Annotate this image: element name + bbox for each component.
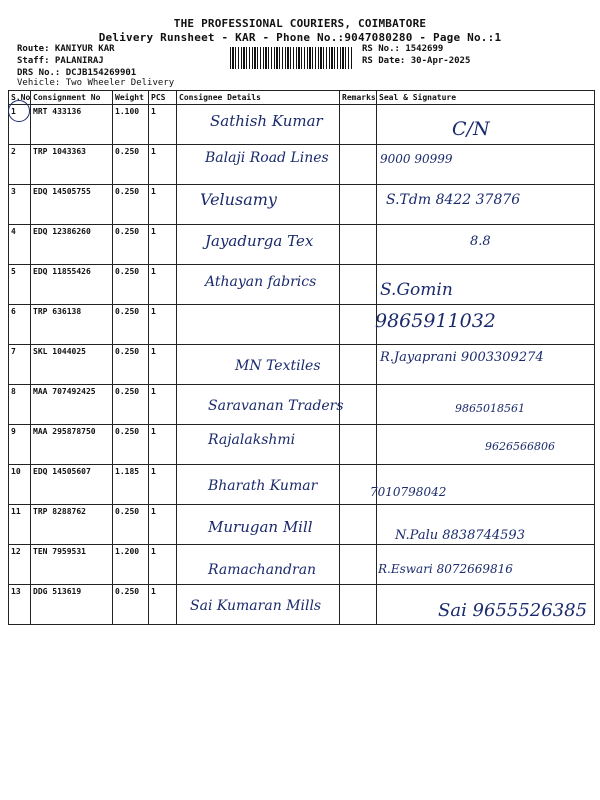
- row-sno: 12: [9, 545, 31, 585]
- row-sno: 11: [9, 505, 31, 545]
- row-remarks: [340, 305, 377, 345]
- handwritten-signature: N.Palu 8838744593: [395, 528, 525, 543]
- row-pcs: 1: [149, 385, 177, 425]
- row-weight: 0.250: [113, 425, 149, 465]
- handwritten-consignee: MN Textiles: [235, 358, 321, 374]
- barcode-image: [230, 47, 352, 69]
- row-pcs: 1: [149, 225, 177, 265]
- table-header: [9, 91, 595, 105]
- vehicle-label: Vehicle: Two Wheeler Delivery: [17, 78, 175, 88]
- row-weight: 0.250: [113, 585, 149, 625]
- handwritten-signature: R.Jayaprani 9003309274: [380, 350, 544, 365]
- row-sno: 8: [9, 385, 31, 425]
- row-pcs: 1: [149, 265, 177, 305]
- row-remarks: [340, 585, 377, 625]
- handwritten-signature: 7010798042: [370, 485, 447, 499]
- row-pcs: 1: [149, 345, 177, 385]
- row-sno: 6: [9, 305, 31, 345]
- row-sno: 9: [9, 425, 31, 465]
- row-consignment-no: MRT 433136: [31, 105, 113, 145]
- row-weight: 0.250: [113, 385, 149, 425]
- row-weight: 0.250: [113, 185, 149, 225]
- handwritten-consignee: Balaji Road Lines: [205, 150, 329, 166]
- handwritten-consignee: Jayadurga Tex: [205, 232, 314, 250]
- staff-label: Staff: PALANIRAJ: [17, 56, 104, 66]
- row-pcs: 1: [149, 585, 177, 625]
- company-title: THE PROFESSIONAL COURIERS, COIMBATORE: [173, 17, 427, 30]
- row-remarks: [340, 105, 377, 145]
- row-remarks: [340, 425, 377, 465]
- row-consignee: [177, 305, 340, 345]
- row-sno: 1: [9, 105, 31, 145]
- rs-no-label: RS No.: 1542699: [362, 44, 444, 54]
- col-sno: S.No: [9, 91, 31, 105]
- table-row: [9, 305, 595, 345]
- handwritten-consignee: Murugan Mill: [208, 518, 313, 536]
- row-sno: 3: [9, 185, 31, 225]
- handwritten-circle-mark: [8, 100, 30, 122]
- handwritten-consignee: Sai Kumaran Mills: [190, 598, 322, 614]
- handwritten-consignee: Rajalakshmi: [208, 432, 296, 448]
- route-label: Route: KANIYUR KAR: [17, 44, 115, 54]
- handwritten-consignee: Bharath Kumar: [208, 478, 318, 494]
- row-consignment-no: TRP 8288762: [31, 505, 113, 545]
- handwritten-signature: 9000 90999: [380, 152, 453, 166]
- row-consignment-no: TRP 1043363: [31, 145, 113, 185]
- handwritten-signature: 9865911032: [375, 310, 496, 332]
- handwritten-consignee: Ramachandran: [208, 562, 317, 578]
- drs-label: DRS No.: DCJB154269901: [17, 68, 137, 78]
- row-consignment-no: TRP 636138: [31, 305, 113, 345]
- col-signature: Seal & Signature: [377, 91, 595, 105]
- row-pcs: 1: [149, 105, 177, 145]
- row-consignment-no: EDQ 14505607: [31, 465, 113, 505]
- handwritten-signature: 9626566806: [485, 440, 555, 453]
- row-remarks: [340, 505, 377, 545]
- row-remarks: [340, 185, 377, 225]
- col-consignment: Consignment No: [31, 91, 113, 105]
- row-consignment-no: EDQ 14505755: [31, 185, 113, 225]
- row-consignment-no: MAA 295878750: [31, 425, 113, 465]
- row-weight: 0.250: [113, 265, 149, 305]
- row-weight: 1.100: [113, 105, 149, 145]
- row-pcs: 1: [149, 505, 177, 545]
- col-consignee: Consignee Details: [177, 91, 340, 105]
- row-consignment-no: TEN 7959531: [31, 545, 113, 585]
- row-remarks: [340, 345, 377, 385]
- row-sno: 4: [9, 225, 31, 265]
- col-pcs: PCS: [149, 91, 177, 105]
- handwritten-consignee: Saravanan Traders: [208, 398, 344, 414]
- row-sno: 13: [9, 585, 31, 625]
- handwritten-signature: 9865018561: [455, 402, 525, 415]
- row-weight: 0.250: [113, 305, 149, 345]
- runsheet-title: Delivery Runsheet - KAR - Phone No.:9047080280 - Page No.:1: [98, 31, 502, 44]
- row-weight: 1.200: [113, 545, 149, 585]
- row-weight: 1.185: [113, 465, 149, 505]
- row-consignment-no: EDQ 12386260: [31, 225, 113, 265]
- col-weight: Weight: [113, 91, 149, 105]
- handwritten-signature: S.Gomin: [380, 280, 453, 300]
- row-weight: 0.250: [113, 505, 149, 545]
- row-pcs: 1: [149, 185, 177, 225]
- handwritten-consignee: Athayan fabrics: [205, 274, 317, 290]
- handwritten-signature: 8.8: [470, 234, 491, 249]
- row-sno: 10: [9, 465, 31, 505]
- row-sno: 2: [9, 145, 31, 185]
- row-pcs: 1: [149, 145, 177, 185]
- row-consignment-no: SKL 1044025: [31, 345, 113, 385]
- handwritten-signature: C/N: [452, 118, 490, 140]
- row-weight: 0.250: [113, 225, 149, 265]
- handwritten-signature: R.Eswari 8072669816: [378, 562, 513, 576]
- rs-date-label: RS Date: 30-Apr-2025: [362, 56, 471, 66]
- row-remarks: [340, 225, 377, 265]
- row-remarks: [340, 265, 377, 305]
- row-pcs: 1: [149, 465, 177, 505]
- row-remarks: [340, 545, 377, 585]
- row-consignment-no: MAA 707492425: [31, 385, 113, 425]
- row-weight: 0.250: [113, 145, 149, 185]
- row-sno: 7: [9, 345, 31, 385]
- row-sno: 5: [9, 265, 31, 305]
- row-consignment-no: DDG 513619: [31, 585, 113, 625]
- handwritten-signature: S.Tdm 8422 37876: [386, 192, 521, 208]
- row-pcs: 1: [149, 425, 177, 465]
- handwritten-signature: Sai 9655526385: [438, 600, 588, 621]
- row-consignment-no: EDQ 11855426: [31, 265, 113, 305]
- handwritten-consignee: Sathish Kumar: [210, 112, 323, 130]
- row-weight: 0.250: [113, 345, 149, 385]
- col-remarks: Remarks: [340, 91, 377, 105]
- handwritten-consignee: Velusamy: [200, 190, 277, 209]
- row-pcs: 1: [149, 305, 177, 345]
- row-remarks: [340, 385, 377, 425]
- row-remarks: [340, 145, 377, 185]
- row-pcs: 1: [149, 545, 177, 585]
